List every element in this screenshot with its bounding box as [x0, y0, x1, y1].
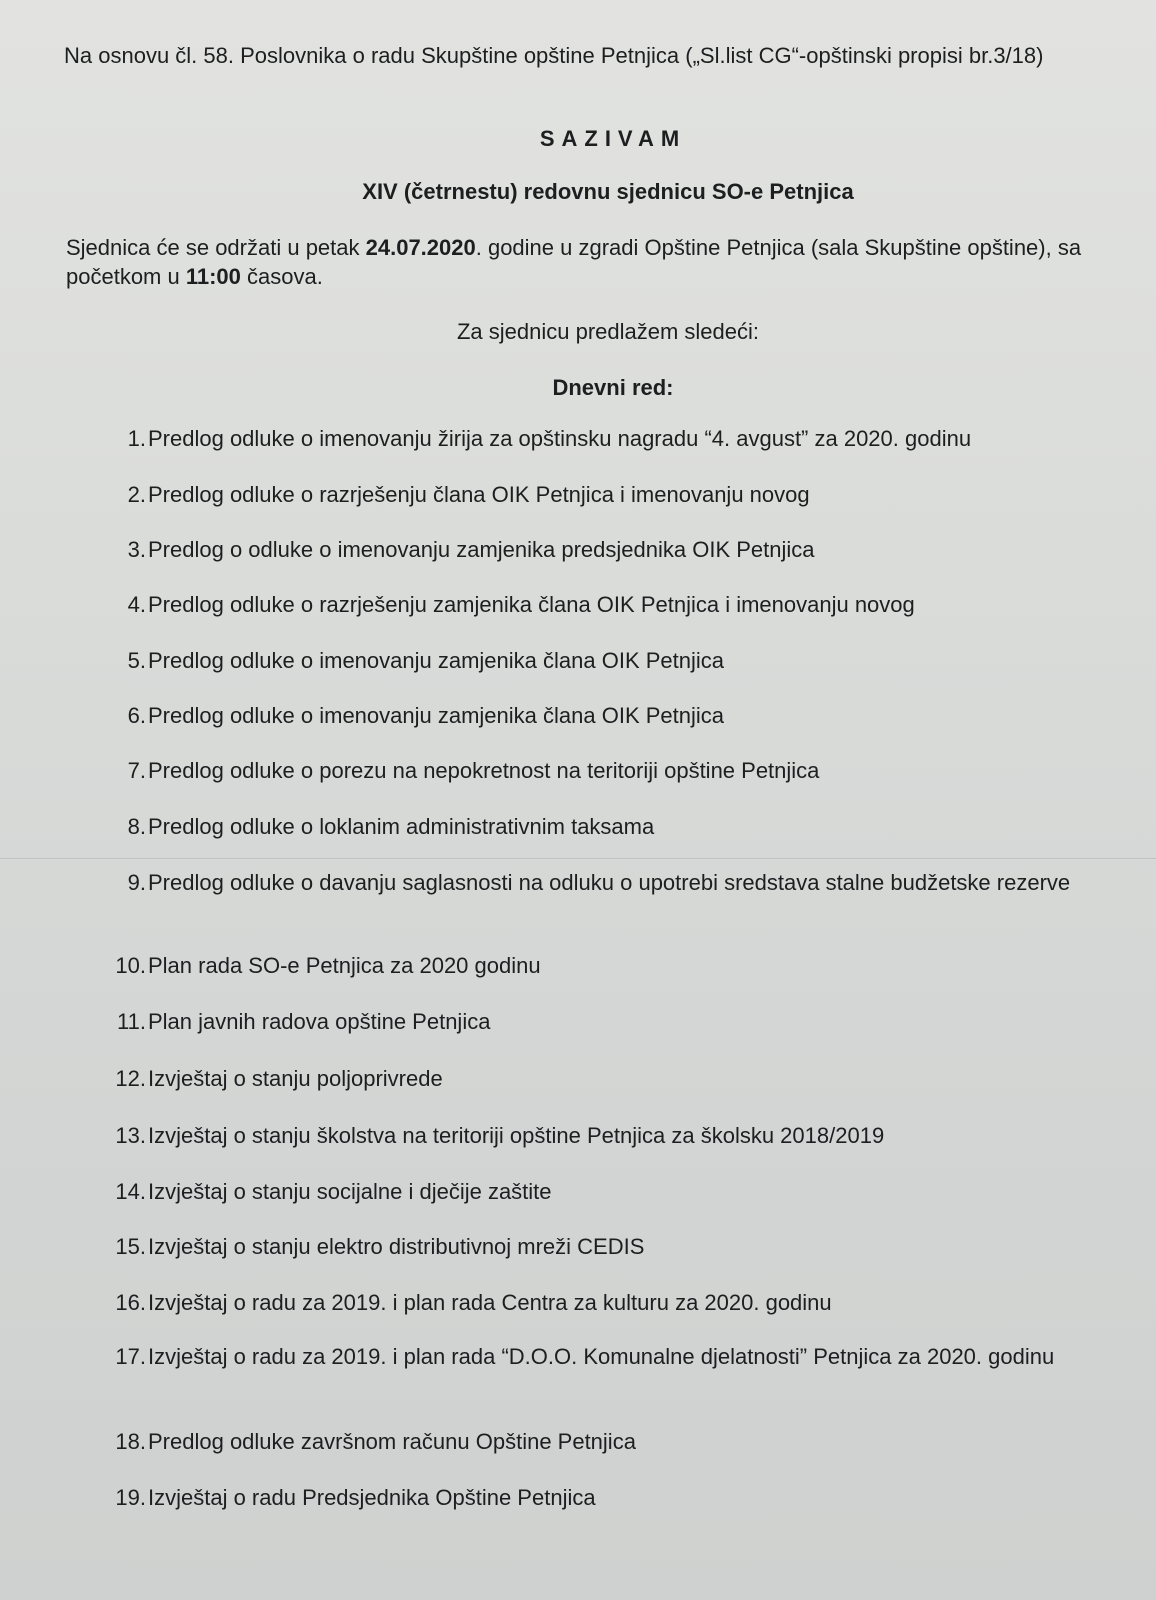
agenda-item-number: 3.: [127, 537, 146, 562]
session-info-text-3: časova.: [240, 264, 323, 289]
agenda-item-number: 4.: [127, 592, 146, 617]
agenda-item-number: 5.: [127, 648, 146, 673]
agenda-item-text: Predlog odluke o razrješenju člana OIK Petnjica i imenovanju novog: [148, 482, 810, 507]
agenda-item: [100, 1121, 1110, 1150]
agenda-item: [100, 1177, 1110, 1206]
agenda-item: [100, 951, 1110, 980]
agenda-item: [100, 756, 1110, 785]
convene-heading: SAZIVAM: [539, 126, 687, 151]
agenda-item: [100, 535, 1110, 564]
agenda-item-number: 14.: [115, 1179, 146, 1204]
agenda-item-text: Predlog odluke o imenovanju zamjenika člana OIK Petnjica: [148, 703, 724, 728]
agenda-item-number: 18.: [115, 1429, 146, 1454]
agenda-item-number: 17.: [115, 1344, 146, 1369]
agenda-item: [100, 1064, 1110, 1093]
agenda-item-text: Predlog odluke o imenovanju zamjenika člana OIK Petnjica: [148, 648, 724, 673]
agenda-item-text: Izvještaj o stanju školstva na teritoriji opštine Petnjica za školsku 2018/2019: [148, 1123, 885, 1148]
agenda-item: [100, 812, 1110, 841]
agenda-item-text: Predlog o odluke o imenovanju zamjenika predsjednika OIK Petnjica: [148, 537, 815, 562]
agenda-item-number: 13.: [115, 1123, 146, 1148]
agenda-item-number: 16.: [115, 1290, 146, 1315]
agenda-item: [100, 424, 1110, 453]
agenda-item-text: Izvještaj o stanju socijalne i dječije zaštite: [148, 1179, 552, 1204]
agenda-item-text: Predlog odluke završnom računu Opštine Petnjica: [148, 1429, 636, 1454]
agenda-item-number: 2.: [127, 482, 146, 507]
agenda-item-number: 1.: [127, 426, 146, 451]
agenda-item: [100, 1342, 1110, 1371]
agenda-item-text: Izvještaj o radu za 2019. i plan rada Centra za kulturu za 2020. godinu: [148, 1290, 832, 1315]
agenda-item-number: 19.: [115, 1485, 146, 1510]
agenda-item-number: 7.: [127, 758, 146, 783]
agenda-item: [100, 1007, 1110, 1036]
agenda-item-text: Predlog odluke o davanju saglasnosti na odluku o upotrebi sredstava stalne budžetske rezerve: [148, 870, 1071, 895]
agenda-item: [100, 1288, 1110, 1317]
agenda-item-text: Predlog odluke o imenovanju žirija za opštinsku nagradu “4. avgust” za 2020. godinu: [148, 426, 972, 451]
agenda-item: [100, 1483, 1110, 1512]
intro-paragraph: Na osnovu čl. 58. Poslovnika o radu Skupštine opštine Petnjica („Sl.list CG“-opštinski propisi br.3/18): [64, 43, 1044, 68]
agenda-title: Dnevni red:: [552, 375, 674, 400]
agenda-item-number: 8.: [127, 814, 146, 839]
session-time: 11:00: [185, 264, 241, 289]
agenda-item-text: Predlog odluke o razrješenju zamjenika člana OIK Petnjica i imenovanju novog: [148, 592, 915, 617]
agenda-item-text: Izvještaj o radu za 2019. i plan rada “D.O.O. Komunalne djelatnosti” Petnjica za 2020. godinu: [148, 1344, 1055, 1369]
agenda-item-text: Predlog odluke o loklanim administrativnim taksama: [148, 814, 655, 839]
agenda-item: [100, 1232, 1110, 1261]
agenda-item: [100, 701, 1110, 730]
session-info-text-2: . godine u zgradi Opštine Petnjica (sala Skupštine opštine), sa početkom u: [66, 235, 1082, 289]
proposal-line: Za sjednicu predlažem sledeći:: [456, 319, 760, 344]
session-heading: XIV (četrnestu) redovnu sjednicu SO-e Petnjica: [362, 179, 854, 204]
agenda-item-number: 15.: [115, 1234, 146, 1259]
agenda-item-text: Izvještaj o stanju poljoprivrede: [148, 1066, 443, 1091]
session-info-text-1: Sjednica će se održati u petak: [66, 235, 366, 260]
agenda-item-number: 10.: [115, 953, 146, 978]
agenda-item-number: 9.: [127, 870, 146, 895]
agenda-item: [100, 1427, 1110, 1456]
agenda-item: [100, 646, 1110, 675]
agenda-item-text: Izvještaj o radu Predsjednika Opštine Petnjica: [148, 1485, 596, 1510]
session-date: 24.07.2020: [365, 235, 476, 260]
agenda-item: [100, 868, 1110, 897]
agenda-item-text: Plan rada SO-e Petnjica za 2020 godinu: [148, 953, 541, 978]
agenda-item-text: Izvještaj o stanju elektro distributivnoj mreži CEDIS: [148, 1234, 645, 1259]
agenda-item-number: 6.: [127, 703, 146, 728]
agenda-item-text: Plan javnih radova opštine Petnjica: [148, 1009, 491, 1034]
agenda-item: [100, 480, 1110, 509]
agenda-item-number: 11.: [117, 1009, 146, 1034]
agenda-item-text: Predlog odluke o porezu na nepokretnost na teritoriji opštine Petnjica: [148, 758, 820, 783]
agenda-item-number: 12.: [115, 1066, 146, 1091]
agenda-item: [100, 590, 1110, 619]
